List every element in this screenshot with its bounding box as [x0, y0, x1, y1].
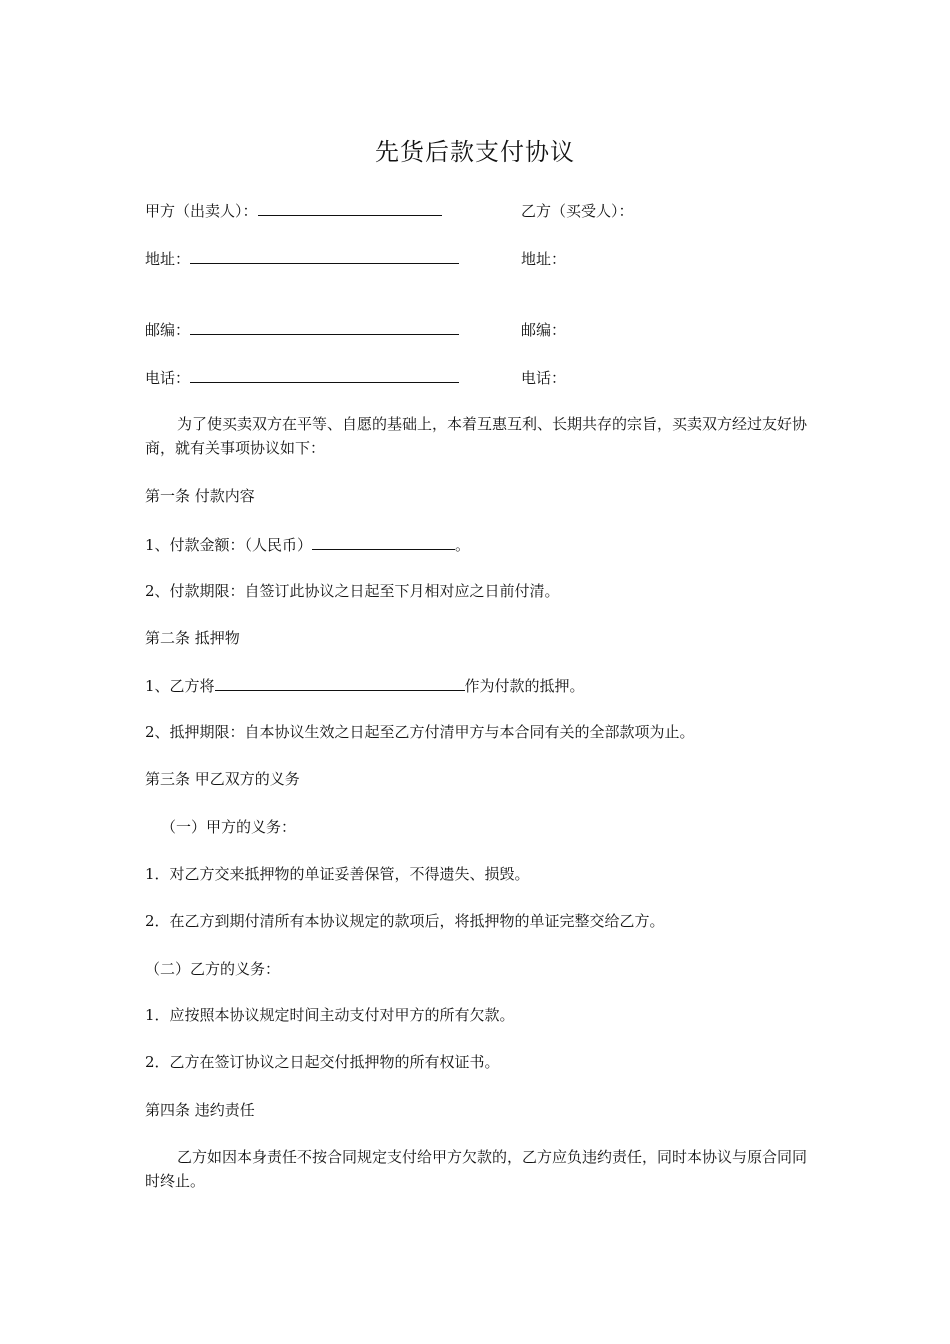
party-b-obligation-2: 2．乙方在签订协议之日起交付抵押物的所有权证书。	[145, 1053, 500, 1071]
collateral-label: 1、乙方将	[145, 677, 215, 695]
payment-amount-label: 1、付款金额：（人民币）	[145, 536, 313, 554]
article-2-item-1	[145, 676, 585, 696]
party-b-obligations-heading: （二）乙方的义务：	[145, 960, 281, 978]
party-a-address-line	[145, 249, 459, 269]
party-a-postcode-blank	[190, 320, 459, 335]
party-b-obligation-1: 1．应按照本协议规定时间主动支付对甲方的所有欠款。	[145, 1006, 515, 1024]
party-a-blank	[258, 201, 442, 216]
party-a-postcode-label: 邮编：	[145, 321, 191, 339]
party-a-line	[145, 201, 442, 221]
collateral-suffix: 作为付款的抵押。	[464, 677, 585, 695]
party-a-obligation-2: 2．在乙方到期付清所有本协议规定的款项后，将抵押物的单证完整交给乙方。	[145, 912, 665, 930]
party-a-obligations-heading: （一）甲方的义务：	[161, 818, 297, 836]
document-title: 先货后款支付协议	[375, 138, 575, 166]
article-1-item-1	[145, 535, 470, 555]
party-a-phone-label: 电话：	[145, 369, 191, 387]
article-2-item-2: 2、抵押期限：自本协议生效之日起至乙方付清甲方与本合同有关的全部款项为止。	[145, 723, 695, 741]
party-b-label: 乙方（买受人）：	[521, 202, 634, 220]
article-1-item-2: 2、付款期限：自签订此协议之日起至下月相对应之日前付清。	[145, 582, 560, 600]
intro-paragraph: 为了使买卖双方在平等、自愿的基础上，本着互惠互利、长期共存的宗旨，买卖双方经过友好协商，就有关事项协议如下：	[145, 415, 808, 457]
article-2-heading: 第二条 抵押物	[145, 629, 240, 647]
party-a-label: 甲方（出卖人）：	[145, 202, 258, 220]
party-b-address-label: 地址：	[521, 250, 567, 268]
payment-amount-blank	[312, 535, 455, 550]
party-a-address-blank	[190, 249, 459, 264]
party-a-postcode-line	[145, 320, 459, 340]
party-a-obligation-1: 1．对乙方交来抵押物的单证妥善保管，不得遗失、损毁。	[145, 865, 530, 883]
article-1-heading: 第一条 付款内容	[145, 487, 255, 505]
party-b-phone-label: 电话：	[521, 369, 567, 387]
party-a-phone-blank	[190, 368, 459, 383]
article-4-body: 乙方如因本身责任不按合同规定支付给甲方欠款的，乙方应负违约责任，同时本协议与原合同同时终止。	[145, 1148, 808, 1190]
party-b-postcode-label: 邮编：	[521, 321, 567, 339]
payment-amount-suffix: 。	[455, 536, 471, 554]
article-3-heading: 第三条 甲乙双方的义务	[145, 770, 300, 788]
article-4-heading: 第四条 违约责任	[145, 1101, 255, 1119]
party-a-phone-line	[145, 368, 459, 388]
collateral-blank	[215, 676, 465, 691]
party-a-address-label: 地址：	[145, 250, 191, 268]
